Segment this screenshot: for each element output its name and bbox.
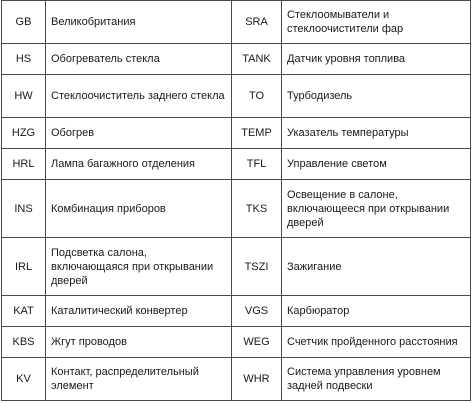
abbreviation-meaning: Обогрев	[46, 118, 232, 149]
table-row	[2, 1, 471, 44]
table-row	[2, 238, 471, 296]
table-row	[2, 180, 471, 238]
table-row	[2, 149, 471, 180]
abbreviation-code: WEG	[232, 327, 282, 358]
abbreviation-table	[1, 0, 471, 401]
abbreviation-meaning: Карбюратор	[282, 296, 471, 327]
abbreviation-code: HS	[2, 44, 46, 75]
abbreviation-code: HRL	[2, 149, 46, 180]
abbreviation-code: KV	[2, 358, 46, 401]
abbreviation-meaning: Комбинация приборов	[46, 180, 232, 238]
abbreviation-code: VGS	[232, 296, 282, 327]
abbreviation-meaning: Зажигание	[282, 238, 471, 296]
abbreviation-meaning: Стеклоомыватели и стеклоочистители фар	[282, 1, 471, 44]
abbreviation-code: HW	[2, 75, 46, 118]
abbreviation-meaning: Счетчик пройденного расстояния	[282, 327, 471, 358]
abbreviation-code: TKS	[232, 180, 282, 238]
abbreviation-meaning: Датчик уровня топлива	[282, 44, 471, 75]
table-row	[2, 44, 471, 75]
abbreviation-meaning: Великобритания	[46, 1, 232, 44]
abbreviation-meaning: Система управления уровнем задней подвески	[282, 358, 471, 401]
abbreviation-code: INS	[2, 180, 46, 238]
abbreviation-meaning: Освещение в салоне, включающееся при открывании дверей	[282, 180, 471, 238]
abbreviation-code: TEMP	[232, 118, 282, 149]
abbreviation-code: GB	[2, 1, 46, 44]
abbreviation-meaning: Управление светом	[282, 149, 471, 180]
table-row	[2, 358, 471, 401]
abbreviation-meaning: Обогреватель стекла	[46, 44, 232, 75]
table-row	[2, 327, 471, 358]
abbreviation-code: KBS	[2, 327, 46, 358]
abbreviation-code: SRA	[232, 1, 282, 44]
table-row	[2, 75, 471, 118]
abbreviation-meaning: Стеклоочиститель заднего стекла	[46, 75, 232, 118]
abbreviation-code: TSZI	[232, 238, 282, 296]
abbreviation-code: TFL	[232, 149, 282, 180]
table-row	[2, 118, 471, 149]
abbreviation-code: WHR	[232, 358, 282, 401]
abbreviation-meaning: Подсветка салона, включающаяся при открывании дверей	[46, 238, 232, 296]
abbreviation-meaning: Контакт, распределительный элемент	[46, 358, 232, 401]
abbreviation-code: TANK	[232, 44, 282, 75]
abbreviation-meaning: Жгут проводов	[46, 327, 232, 358]
abbreviation-meaning: Турбодизель	[282, 75, 471, 118]
abbreviation-code: KAT	[2, 296, 46, 327]
abbreviation-meaning: Лампа багажного отделения	[46, 149, 232, 180]
abbreviation-code: IRL	[2, 238, 46, 296]
table-row	[2, 296, 471, 327]
abbreviation-code: HZG	[2, 118, 46, 149]
abbreviation-code: TO	[232, 75, 282, 118]
abbreviation-meaning: Каталитический конвертер	[46, 296, 232, 327]
abbreviation-meaning: Указатель температуры	[282, 118, 471, 149]
